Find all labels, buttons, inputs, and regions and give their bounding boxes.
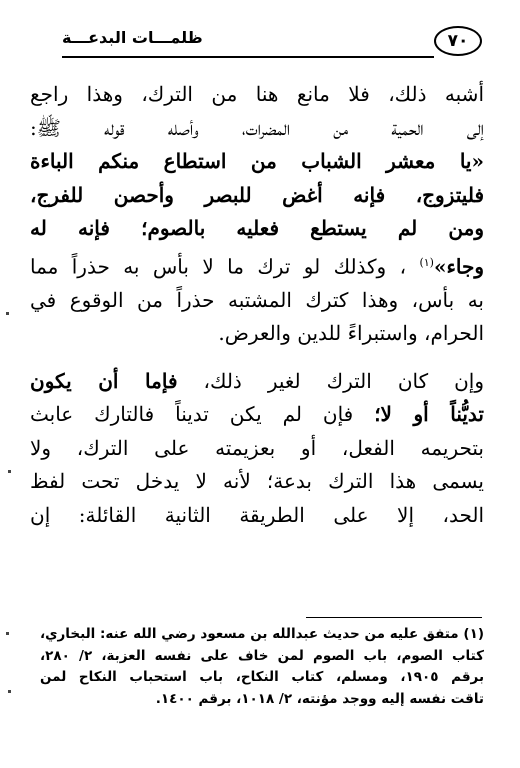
scan-mark <box>8 470 11 473</box>
text-line: به بأس، وهذا كترك المشتبه حذراً من الوقوع في <box>30 287 484 312</box>
footnote-line: (١) متفق عليه من حديث عبدالله بن مسعود رضي الله عنه: البخاري، <box>40 626 484 642</box>
footnote-line: تاقت نفسه إليه ووجد مؤنته، ٢/ ١٠١٨، برقم ١٤٠٠. <box>155 690 484 707</box>
text-segment: ، وكذلك لو ترك ما لا بأس به حذراً مما <box>30 254 407 279</box>
footnote <box>40 624 484 710</box>
footnote-line: كتاب الصوم، باب الصوم لمن خاف على نفسه العزبة، ٢/ ٢٨٠، <box>40 647 484 664</box>
footnote-line: برقم ١٩٠٥، ومسلم، كتاب النكاح، باب استحباب النكاح لمن <box>40 669 485 685</box>
footnote-rule <box>306 617 482 618</box>
text-line: الحرام، واستبراءً للدين والعرض. <box>218 321 484 346</box>
paragraph-1 <box>30 78 484 351</box>
hadith-text: ومن لم يستطع فعليه بالصوم؛ فإنه له <box>30 216 484 240</box>
text-line: إلى الحمية من المضرات، وأصله قوله ﷺ: <box>30 115 484 140</box>
text-line: يسمى هذا الترك بدعة؛ لأنه لا يدخل تحت لفظ <box>30 469 484 494</box>
text-line <box>30 145 484 179</box>
header-rule <box>62 56 434 58</box>
hadith-text: فليتزوج، فإنه أغض للبصر وأحصن للفرج، <box>30 182 484 207</box>
running-title: ظلمـــات البدعـــة <box>62 28 203 47</box>
scan-mark <box>6 312 9 315</box>
text-line <box>30 365 484 399</box>
text-segment: وإن كان الترك لغير ذلك، <box>203 368 485 393</box>
text-line: أشبه ذلك، فلا مانع هنا من الترك، وهذا راجع <box>30 82 484 106</box>
page-number: ٧٠ <box>434 26 482 56</box>
hadith-text: «يا معشر الشباب من استطاع منكم الباءة <box>30 149 484 173</box>
text-line <box>30 246 484 284</box>
text-line <box>30 398 484 432</box>
footnote-ref[interactable]: (١) <box>419 255 434 269</box>
page-header <box>62 24 482 64</box>
text-line <box>30 212 484 246</box>
bold-text: فإما أن يكون <box>30 368 178 393</box>
text-segment: فإن لم يكن تديناً فالتارك عابث <box>30 402 354 427</box>
text-line <box>30 179 484 213</box>
body-text <box>30 78 484 532</box>
scan-mark <box>8 690 11 693</box>
text-line: الحد، إلا على الطريقة الثانية القائلة: إن <box>30 502 484 527</box>
hadith-text: وجاء» <box>433 254 484 279</box>
paragraph-2 <box>30 365 484 533</box>
text-line: بتحريمه الفعل، أو بعزيمته على الترك، ولا <box>30 435 484 460</box>
scan-mark <box>6 632 9 635</box>
bold-text: تديُّناً أو لا؛ <box>374 402 484 427</box>
